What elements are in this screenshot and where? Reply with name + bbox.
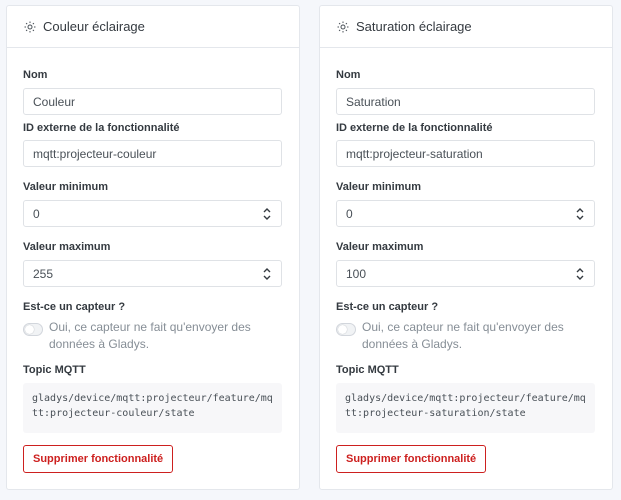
name-input[interactable]	[336, 88, 595, 115]
name-input-value: Couleur	[33, 94, 76, 109]
delete-feature-button[interactable]: Supprimer fonctionnalité	[336, 445, 486, 473]
min-label: Valeur minimum	[336, 181, 421, 193]
min-label: Valeur minimum	[23, 181, 108, 193]
external-id-input[interactable]	[336, 140, 595, 167]
external-id-input-value: mqtt:projecteur-saturation	[346, 146, 483, 161]
external-id-input-value: mqtt:projecteur-couleur	[33, 146, 157, 161]
sensor-toggle-text: Oui, ce capteur ne fait qu'envoyer des données à Gladys.	[49, 320, 251, 351]
sensor-toggle-text: Oui, ce capteur ne fait qu'envoyer des données à Gladys.	[362, 320, 564, 351]
max-input-value: 100	[346, 266, 367, 281]
spinner-arrows-icon[interactable]	[575, 207, 585, 221]
topic-label: Topic MQTT	[23, 364, 86, 376]
toggle-knob	[25, 325, 34, 334]
sensor-label: Est-ce un capteur ?	[336, 301, 439, 313]
feature-card-saturation	[319, 5, 613, 490]
min-input[interactable]	[336, 200, 595, 227]
max-label: Valeur maximum	[23, 241, 111, 253]
name-input[interactable]	[23, 88, 282, 115]
max-label: Valeur maximum	[336, 241, 424, 253]
max-input[interactable]	[336, 260, 595, 287]
card-title: Couleur éclairage	[43, 19, 145, 34]
delete-feature-button[interactable]: Supprimer fonctionnalité	[23, 445, 173, 473]
min-input-value: 0	[346, 206, 353, 221]
feature-card-couleur	[6, 5, 300, 490]
name-label: Nom	[336, 69, 361, 81]
card-header	[7, 6, 299, 48]
sensor-toggle[interactable]	[336, 323, 356, 336]
name-label: Nom	[23, 69, 48, 81]
min-input[interactable]	[23, 200, 282, 227]
external-id-label: ID externe de la fonctionnalité	[23, 122, 180, 134]
sensor-toggle-row	[23, 319, 279, 353]
topic-value: gladys/device/mqtt:projecteur/feature/mqtt:projecteur-saturation/state	[336, 383, 595, 433]
sun-icon	[24, 21, 36, 33]
external-id-label: ID externe de la fonctionnalité	[336, 122, 493, 134]
card-title: Saturation éclairage	[356, 19, 472, 34]
sensor-toggle-row	[336, 319, 592, 353]
name-input-value: Saturation	[346, 94, 401, 109]
toggle-knob	[338, 325, 347, 334]
min-input-value: 0	[33, 206, 40, 221]
max-input[interactable]	[23, 260, 282, 287]
max-input-value: 255	[33, 266, 54, 281]
spinner-arrows-icon[interactable]	[262, 267, 272, 281]
topic-label: Topic MQTT	[336, 364, 399, 376]
spinner-arrows-icon[interactable]	[262, 207, 272, 221]
sun-icon	[337, 21, 349, 33]
external-id-input[interactable]	[23, 140, 282, 167]
card-header	[320, 6, 612, 48]
sensor-toggle[interactable]	[23, 323, 43, 336]
spinner-arrows-icon[interactable]	[575, 267, 585, 281]
topic-value: gladys/device/mqtt:projecteur/feature/mqtt:projecteur-couleur/state	[23, 383, 282, 433]
sensor-label: Est-ce un capteur ?	[23, 301, 126, 313]
